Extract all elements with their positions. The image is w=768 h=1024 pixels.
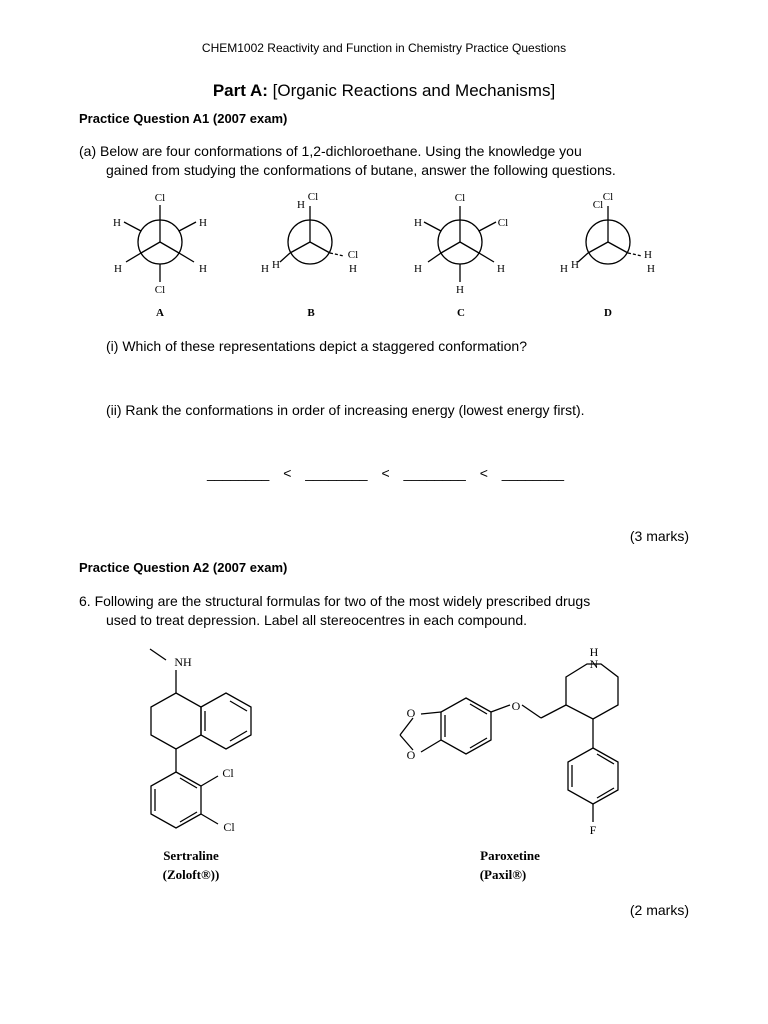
blank-3[interactable]: ________	[403, 465, 466, 481]
atom-label: H	[560, 263, 568, 275]
question-a2-intro-line1: 6. Following are the structural formulas for two of the most widely prescribed drugs	[79, 593, 591, 609]
atom-label: Cl	[154, 284, 166, 296]
atom-label: H	[571, 259, 579, 271]
less-than-sign: <	[283, 465, 292, 481]
atom-label: H	[497, 263, 505, 275]
blank-2[interactable]: ________	[305, 465, 368, 481]
atom-label: Cl	[497, 217, 509, 229]
atom-label: Cl	[307, 191, 319, 203]
question-a2-title: Practice Question A2 (2007 exam)	[79, 560, 288, 575]
atom-label: H	[199, 217, 207, 229]
paroxetine-o-label: O	[406, 706, 416, 720]
paroxetine-o-label: O	[511, 699, 521, 713]
atom-label: H	[272, 259, 280, 271]
newman-projections	[0, 180, 768, 330]
atom-label: H	[261, 263, 269, 275]
page-header: CHEM1002 Reactivity and Function in Chemistry Practice Questions	[201, 41, 567, 55]
paroxetine-n-label: N	[589, 657, 599, 671]
question-a2-intro-line2: used to treat depression. Label all stereocentres in each compound.	[106, 612, 528, 628]
sertraline-brand: (Zoloft®))	[162, 867, 220, 882]
sertraline-name: Sertraline	[163, 848, 219, 863]
conformation-label-b: B	[307, 307, 315, 319]
blank-4[interactable]: ________	[501, 465, 565, 481]
atom-label: H	[414, 217, 422, 229]
atom-label: Cl	[347, 249, 359, 261]
conformation-label-c: C	[457, 307, 465, 319]
atom-label: H	[644, 249, 652, 261]
paroxetine-h-label: H	[589, 645, 599, 659]
atom-label: H	[414, 263, 422, 275]
atom-label: H	[297, 199, 305, 211]
drug-structures	[0, 640, 768, 890]
question-a1-intro-line2: gained from studying the conformations of butane, answer the following questions.	[106, 162, 616, 178]
paroxetine-o-label: O	[406, 748, 416, 762]
question-a1-intro-line1: (a) Below are four conformations of 1,2-dichloroethane. Using the knowledge you	[79, 143, 582, 159]
sertraline-cl-label: Cl	[222, 766, 234, 780]
sertraline-nh-label: NH	[174, 655, 192, 669]
less-than-sign: <	[381, 465, 390, 481]
question-a1-part-i: (i) Which of these representations depict a staggered conformation?	[106, 338, 528, 354]
atom-label: H	[113, 217, 121, 229]
atom-label: Cl	[602, 191, 614, 203]
question-a2-marks: (2 marks)	[629, 902, 689, 918]
less-than-sign: <	[479, 465, 488, 481]
paroxetine-structure	[400, 664, 618, 822]
part-title: [Organic Reactions and Mechanisms]	[272, 81, 556, 100]
atom-label: H	[456, 284, 464, 296]
blank-1[interactable]: ________	[207, 465, 270, 481]
paroxetine-brand: (Paxil®)	[479, 867, 527, 882]
sertraline-structure	[150, 649, 251, 828]
atom-label: H	[114, 263, 122, 275]
question-a1-marks: (3 marks)	[629, 528, 689, 544]
question-a1-title: Practice Question A1 (2007 exam)	[79, 111, 288, 126]
paroxetine-name: Paroxetine	[480, 848, 540, 863]
question-a1-part-ii: (ii) Rank the conformations in order of increasing energy (lowest energy first).	[106, 402, 585, 418]
sertraline-cl-label: Cl	[223, 820, 235, 834]
atom-label: H	[199, 263, 207, 275]
part-heading	[0, 81, 768, 101]
part-label: Part A:	[212, 81, 268, 100]
atom-label: Cl	[154, 192, 166, 204]
conformation-label-d: D	[604, 307, 612, 319]
atom-label: H	[349, 263, 357, 275]
conformation-label-a: A	[156, 307, 164, 319]
atom-label: Cl	[454, 192, 466, 204]
ranking-answer-line	[207, 464, 564, 483]
atom-label: H	[647, 263, 655, 275]
paroxetine-f-label: F	[589, 823, 597, 837]
atom-label: Cl	[592, 199, 604, 211]
